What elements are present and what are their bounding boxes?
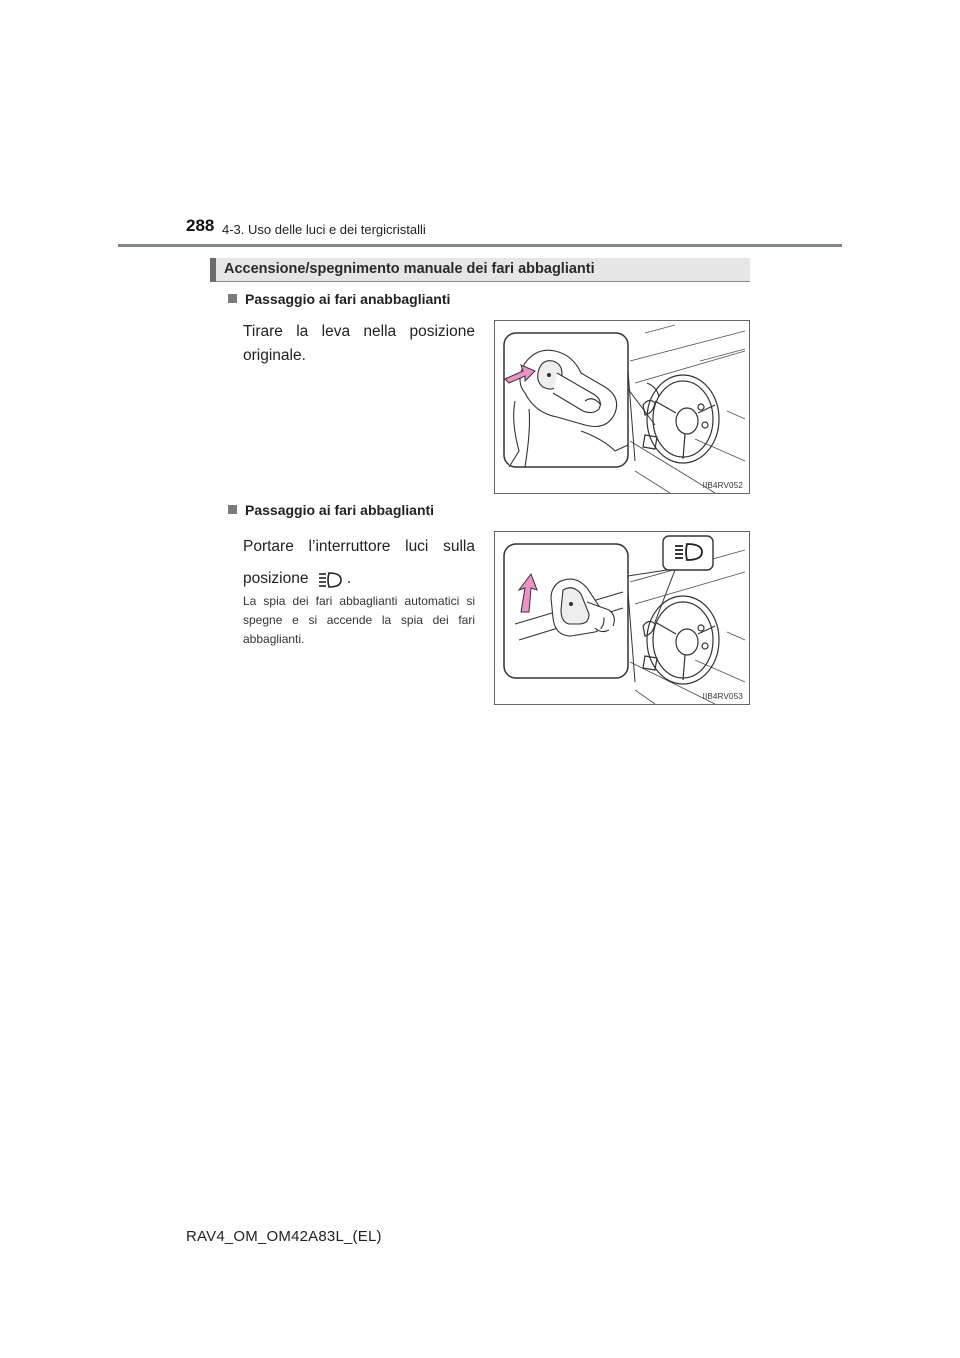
low-beam-illustration (495, 321, 749, 493)
low-beam-heading (228, 291, 450, 307)
high-beam-figure-code: IIB4RV053 (702, 692, 743, 701)
high-beam-instruction-text: Portare l’interruttore luci sulla posizione (243, 538, 475, 587)
section-heading-accent (210, 258, 216, 282)
header-rule (118, 244, 842, 247)
footer-document-id: RAV4_OM_OM42A83L_(EL) (186, 1228, 382, 1245)
section-heading-label: Accensione/spegnimento manuale dei fari abbaglianti (224, 261, 595, 277)
high-beam-illustration (495, 532, 749, 704)
high-beam-heading-label: Passaggio ai fari abbaglianti (245, 502, 435, 518)
bullet-square-icon (228, 505, 237, 514)
bullet-square-icon (228, 294, 237, 303)
section-reference: 4-3. Uso delle luci e dei tergicristalli (222, 222, 426, 237)
low-beam-heading-label: Passaggio ai fari anabbaglianti (245, 291, 451, 307)
low-beam-instruction: Tirare la leva nella posizione originale. (243, 323, 475, 364)
low-beam-figure (494, 320, 750, 494)
high-beam-instruction-end: . (346, 570, 352, 587)
section-heading (210, 258, 750, 282)
high-beam-heading (228, 502, 434, 518)
high-beam-figure (494, 531, 750, 705)
high-beam-note: La spia dei fari abbaglianti automatici si spegne e si accende la spia dei fari abbaglianti. (243, 594, 475, 646)
page-number: 288 (186, 216, 215, 235)
low-beam-figure-code: IIB4RV052 (702, 481, 743, 490)
high-beam-instruction (243, 531, 475, 601)
